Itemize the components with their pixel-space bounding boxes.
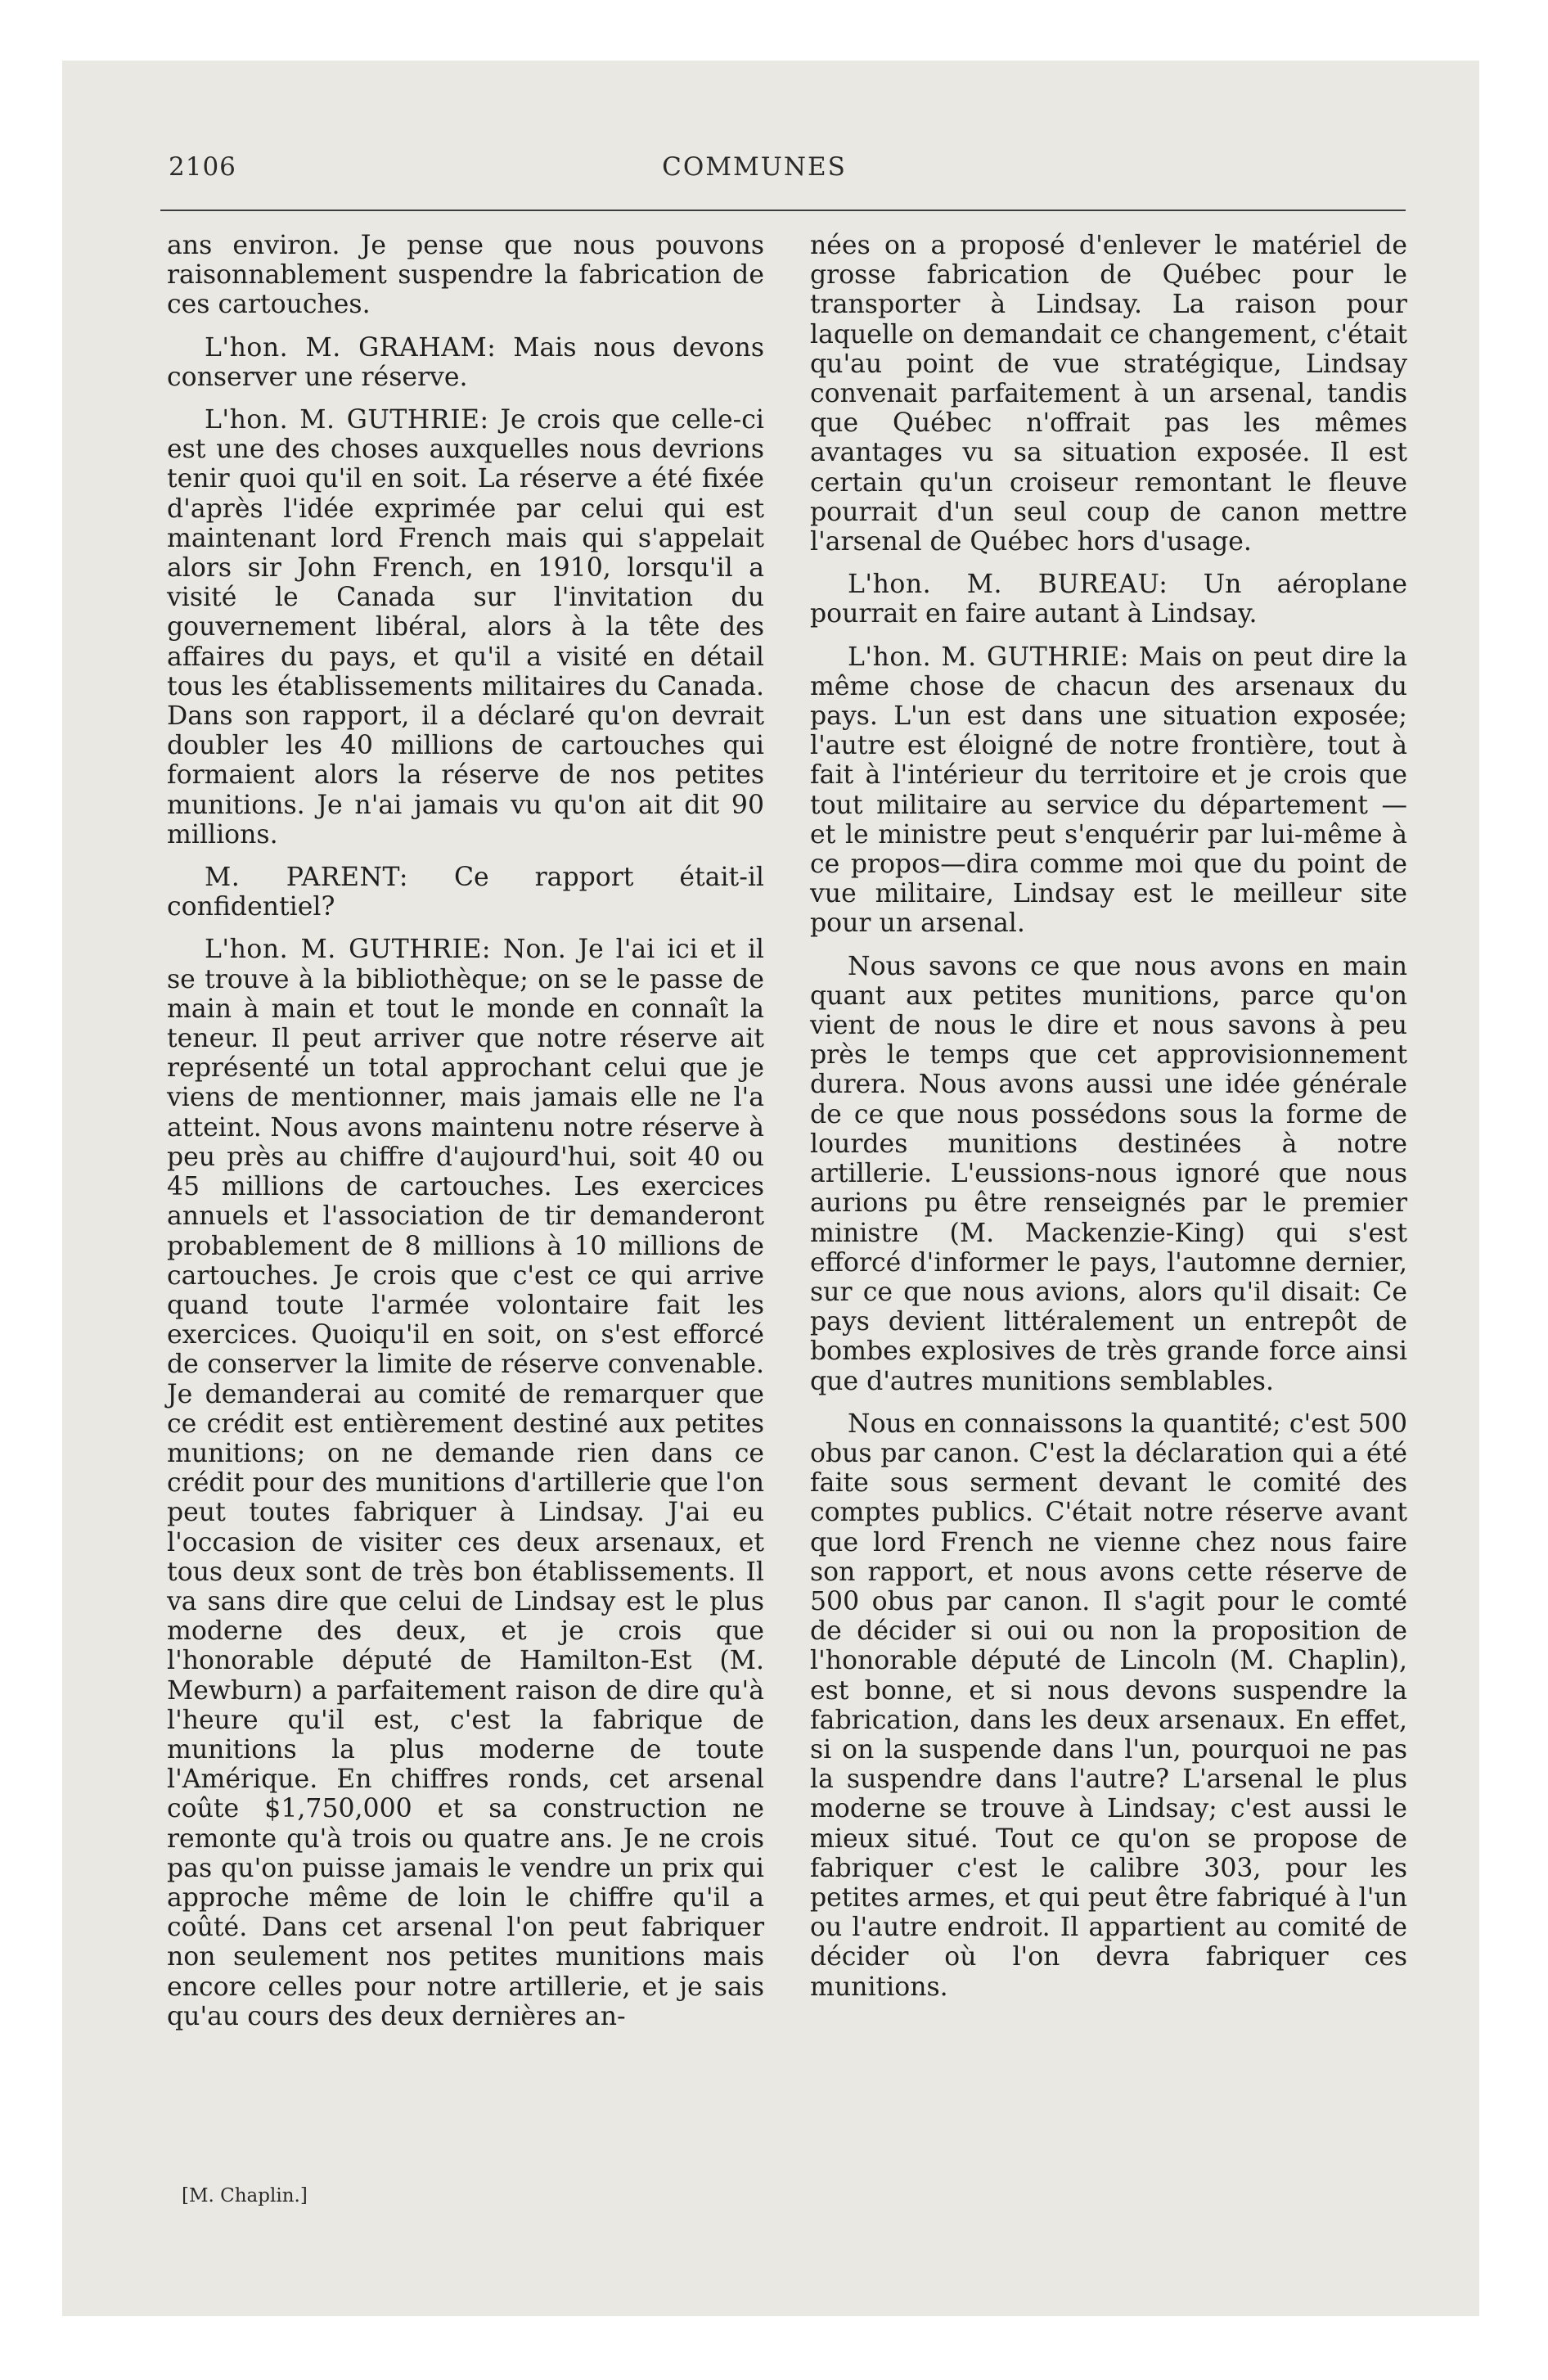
paragraph: L'hon. M. GRAHAM: Mais nous devons conserver une réserve. — [167, 332, 765, 392]
paragraph: M. PARENT: Ce rapport était-il confidentiel? — [167, 863, 764, 922]
speaker-name: M. PARENT: — [205, 863, 409, 893]
paragraph: L'hon. M. GUTHRIE: Mais on peut dire la même chose de chacun des arsenaux du pays. L'un est dans une situation exposée; l'autre est éloigné de notre frontière, tout à fait à l'intérieur du territoire et je crois que tout militaire au service du département — et le ministre peut s'enquérir par lui-même à ce propos—dira comme moi que du point de vue militaire, Lindsay est le meilleur site pour un arsenal. — [810, 642, 1407, 939]
paragraph: ans environ. Je pense que nous pouvons raisonnablement suspendre la fabrication de ces cartouches. — [167, 231, 764, 320]
speaker-name: L'hon. M. BUREAU: — [848, 570, 1168, 600]
speaker-name: L'hon. M. GUTHRIE: — [205, 405, 489, 435]
right-column — [810, 231, 1407, 2015]
left-column — [167, 231, 764, 2044]
speaker-name: L'hon. M. GUTHRIE: — [848, 642, 1129, 672]
paragraph: Nous savons ce que nous avons en main quant aux petites munitions, parce qu'on vient de nous le dire et nous savons à peu près le temps que cet approvisionnement durera. Nous avons aussi une idée générale de ce que nous possédons sous la forme de lourdes munitions destinées à notre artillerie. L'eussions-nous ignoré que nous aurions pu être renseignés par le premier ministre (M. Mackenzie-King) qui s'est efforcé d'informer le pays, l'automne dernier, sur ce que nous avions, alors qu'il disait: Ce pays devient littéralement un entrepôt de bombes explosives de très grande force ainsi que d'autres munitions semblables. — [810, 951, 1407, 1396]
page-number: 2106 — [169, 152, 236, 182]
paragraph: L'hon. M. GUTHRIE: Non. Je l'ai ici et il se trouve à la bibliothèque; on se le passe de main à main et tout le monde en connaît la teneur. Il peut arriver que notre réserve ait représenté un total approchant celui que je viens de mentionner, mais jamais elle ne l'a atteint. Nous avons maintenu notre réserve à peu près au chiffre d'aujourd'hui, soit 40 ou 45 millions de cartouches. Les exercices annuels et l'association de tir demanderont probablement de 8 millions à 10 millions de cartouches. Je crois que c'est ce qui arrive quand toute l'armée volontaire fait les exercices. Quoiqu'il en soit, on s'est efforcé de conserver la limite de réserve convenable. Je demanderai au comité de remarquer que ce crédit est entièrement destiné aux petites munitions; on ne demande rien dans ce crédit pour des munitions d'artillerie que l'on peut toutes fabriquer à Lindsay. J'ai eu l'occasion de visiter ces deux arsenaux, et tous deux sont de très bon établissements. Il va sans dire que celui de Lindsay est le plus moderne des deux, et je crois que l'honorable député de Hamilton-Est (M. Mewburn) a parfaitement raison de dire qu'à l'heure qu'il est, c'est la fabrique de munitions la plus moderne de toute l'Amérique. En chiffres ronds, cet arsenal coûte $1,750,000 et sa construction ne remonte qu'à trois ou quatre ans. Je ne crois pas qu'on puisse jamais le vendre un prix qui approche même de loin le chiffre qu'il a coûté. Dans cet arsenal l'on peut fabriquer non seulement nos petites munitions mais encore celles pour notre artillerie, et je sais qu'au cours des deux dernières an- — [167, 935, 764, 2031]
header-rule — [160, 210, 1406, 211]
paragraph: L'hon. M. BUREAU: Un aéroplane pourrait en faire autant à Lindsay. — [810, 570, 1407, 629]
speaker-name: L'hon. M. GUTHRIE: — [205, 935, 492, 965]
speaker-name: L'hon. M. GRAHAM: — [205, 332, 497, 363]
speaker-footnote: [M. Chaplin.] — [182, 2185, 308, 2206]
page-header — [105, 152, 1404, 193]
paragraph: nées on a proposé d'enlever le matériel de grosse fabrication de Québec pour le transporter à Lindsay. La raison pour laquelle on demandait ce changement, c'était qu'au point de vue stratégique, Lindsay convenait parfaitement à un arsenal, tandis que Québec n'offrait pas les mêmes avantages vu sa situation exposée. Il est certain qu'un croiseur remontant le fleuve pourrait d'un seul coup de canon mettre l'arsenal de Québec hors d'usage. — [810, 231, 1407, 557]
running-head: COMMUNES — [662, 152, 847, 182]
paragraph: Nous en connaissons la quantité; c'est 500 obus par canon. C'est la déclaration qui a été faite sous serment devant le comité des comptes publics. C'était notre réserve avant que lord French ne vienne chez nous faire son rapport, et nous avons cette réserve de 500 obus par canon. Il s'agit pour le comté de décider si oui ou non la proposition de l'honorable député de Lincoln (M. Chaplin), est bonne, et si nous devons suspendre la fabrication, dans les deux arsenaux. En effet, si on la suspende dans l'un, pourquoi ne pas la suspendre dans l'autre? L'arsenal le plus moderne se trouve à Lindsay; c'est aussi le mieux situé. Tout ce qu'on se propose de fabriquer c'est le calibre 303, pour les petites armes, et qui peut être fabriqué à l'un ou l'autre endroit. Il appartient au comité de décider où l'on devra fabriquer ces munitions. — [810, 1409, 1407, 2002]
paragraph: L'hon. M. GUTHRIE: Je crois que celle-ci est une des choses auxquelles nous devrions tenir quoi qu'il en soit. La réserve a été fixée d'après l'idée exprimée par celui qui est maintenant lord French mais qui s'appelait alors sir John French, en 1910, lorsqu'il a visité le Canada sur l'invitation du gouvernement libéral, alors à la tête des affaires du pays, et qu'il a visité en détail tous les établissements militaires du Canada. Dans son rapport, il a déclaré qu'on devrait doubler les 40 millions de cartouches qui formaient alors la réserve de nos petites munitions. Je n'ai jamais vu qu'on ait dit 90 millions. — [167, 405, 764, 850]
